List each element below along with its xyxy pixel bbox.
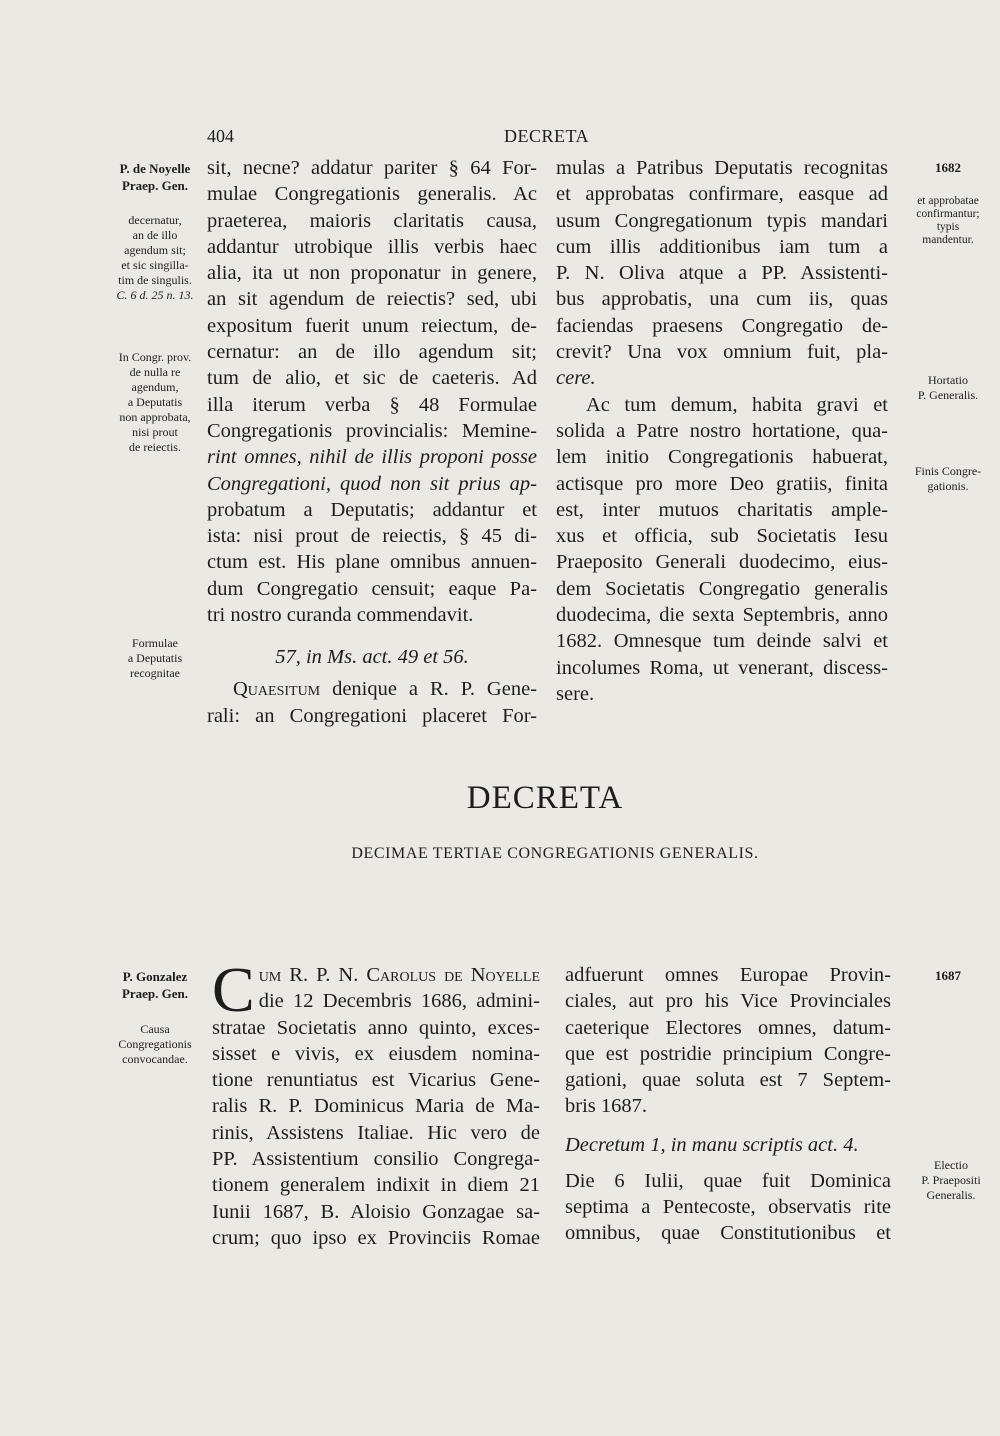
text-line [207, 676, 537, 702]
text-line: faciendas praesens Congregatio de- [556, 314, 888, 337]
margin-heading-line: P. de Noyelle [119, 161, 191, 176]
text-line: est, inter mutuos charitatis ample- [556, 498, 888, 521]
reference-note: Decretum 1, in manu scriptis act. 4. [565, 1133, 859, 1156]
margin-note-approbatae [897, 195, 999, 247]
margin-line: an de illo [132, 228, 178, 242]
margin-heading-noyelle [100, 160, 210, 194]
text-line: ciales, aut pro his Vice Provinciales [565, 990, 891, 1013]
text-line: bris 1687. [565, 1095, 647, 1118]
margin-heading-line: P. Gonzalez [122, 969, 188, 984]
page-number: 404 [207, 126, 234, 146]
margin-note-electio [903, 1158, 999, 1203]
text-line: dum Congregatio censuit; eaque Pa- [207, 577, 537, 600]
margin-note-hortatio [898, 373, 998, 403]
text-line: crum; quo ipso ex Provinciis Romae [212, 1226, 540, 1249]
text-line: Congregationi, quod non sit prius ap- [207, 472, 537, 495]
margin-line: de reiectis. [129, 440, 181, 454]
text-line: que est postridie principium Congre- [565, 1042, 891, 1065]
year-label: 1687 [935, 968, 961, 983]
text-line: P. N. Oliva atque a PP. Assistenti- [556, 262, 888, 285]
text-line: usum Congregationum typis mandari [556, 209, 888, 232]
text-line: an sit agendum de reiectis? sed, ubi [207, 288, 537, 311]
text-line: duodecima, die sexta Septembris, anno [556, 604, 888, 627]
margin-line: tim de singulis. [118, 273, 192, 287]
margin-line: P. Generalis. [917, 388, 979, 402]
text-line: septima a Pentecoste, observatis rite [565, 1196, 891, 1219]
margin-heading-gonzalez [100, 968, 210, 1002]
text-line: Iunii 1687, B. Aloisio Gonzagae sa- [212, 1200, 540, 1223]
text-line: incolumes Roma, ut venerant, discess- [556, 656, 888, 679]
text-line: cere. [556, 367, 596, 390]
text-line: tione renuntiatus est Vicarius Gene- [212, 1069, 540, 1092]
margin-line: de nulla re [129, 365, 181, 379]
margin-line: mandentur. [922, 234, 974, 246]
margin-note-decernatur [100, 213, 210, 303]
text-line: Praeposito Generali duodecimo, eius- [556, 551, 888, 574]
text-line: cum illis additionibus iam tum a [556, 235, 888, 258]
text-line: solida a Patre nostro hortatione, qua- [556, 419, 888, 442]
text-line: 1682. Omnesque tum deinde salvi et [556, 630, 888, 653]
margin-line: agendum, [131, 380, 179, 394]
text-line: lem initio Congregationis habuerat, [556, 446, 888, 469]
text-column-1 [207, 155, 537, 729]
margin-line: Formulae [132, 636, 178, 650]
margin-line: Congregationis [118, 1037, 192, 1051]
running-title: DECRETA [504, 126, 590, 146]
margin-line: C. 6 d. 25 n. 13. [116, 288, 194, 302]
text-line: et approbatas confirmare, easque ad [556, 183, 888, 206]
margin-line: agendum sit; [124, 243, 186, 257]
margin-line: decernatur, [128, 213, 182, 227]
text-fragment: denique a R. P. Gene- [320, 678, 537, 701]
margin-note-finis [898, 464, 998, 494]
section-subtitle: DECIMAE TERTIAE CONGREGATIONIS GENERALIS. [351, 845, 759, 862]
text-line: omnibus, quae Constitutionibus et [565, 1222, 891, 1245]
margin-line: gationis. [927, 479, 969, 493]
text-line: cernatur: an de illo agendum sit; [207, 341, 537, 364]
reference-note: 57, in Ms. act. 49 et 56. [275, 646, 469, 669]
text-line: rint omnes, nihil de illis proponi posse [207, 446, 537, 469]
text-line: alia, ita ut non proponatur in genere, [207, 262, 537, 285]
margin-heading-line: Praep. Gen. [121, 178, 189, 193]
text-line: illa iterum verba § 48 Formulae [207, 393, 537, 416]
text-line: mulas a Patribus Deputatis recognitas [556, 157, 888, 179]
text-line: praeterea, maioris claritatis causa, [207, 209, 537, 232]
text-line: Congregationis provincialis: Memine- [207, 419, 537, 442]
text-line: um R. P. N. Carolus de Noyelle [258, 964, 540, 986]
margin-line: Causa [140, 1022, 170, 1036]
year-label: 1682 [935, 160, 961, 175]
text-line: dem Societatis Congregatio generalis [556, 577, 888, 600]
text-line: addantur utrobique illis verbis haec [207, 235, 537, 258]
margin-line: non approbata, [119, 410, 191, 424]
margin-year-1687 [903, 968, 993, 983]
drop-cap: C [212, 954, 255, 1025]
text-column-3 [212, 954, 540, 1251]
margin-line: et approbatae [917, 195, 979, 207]
margin-note-causa [100, 1022, 210, 1067]
margin-line: P. Praepositi [921, 1173, 981, 1187]
text-line: mulae Congregationis generalis. Ac [207, 183, 537, 206]
text-line: sit, necne? addatur pariter § 64 For- [207, 157, 537, 179]
margin-line: a Deputatis [127, 395, 183, 409]
text-line: ralis R. P. Dominicus Maria de Ma- [212, 1095, 540, 1118]
text-line: sisset e vivis, ex eiusdem nomina- [212, 1042, 540, 1065]
text-line: gationi, quae soluta est 7 Septem- [565, 1069, 891, 1092]
margin-line: typis [936, 221, 960, 233]
margin-year-1682 [903, 160, 993, 175]
text-line: tionem generalem indixit in diem 21 [212, 1174, 540, 1197]
text-line: stratae Societatis anno quinto, exces- [212, 1016, 540, 1039]
small-caps-lead: Quaesitum [233, 678, 321, 701]
text-line: caeterique Electores omnes, datum- [565, 1016, 891, 1039]
margin-line: Electio [934, 1158, 968, 1172]
text-line: tri nostro curanda commendavit. [207, 604, 474, 627]
text-line: xus et officia, sub Societatis Iesu [556, 525, 888, 548]
section-title: DECRETA [466, 780, 624, 816]
margin-line: et sic singilla- [121, 258, 189, 272]
margin-note-formulae [100, 636, 210, 681]
text-line: Ac tum demum, habita gravi et [586, 393, 888, 416]
text-column-4 [565, 962, 891, 1247]
margin-line: In Congr. prov. [118, 350, 192, 364]
margin-heading-line: Praep. Gen. [121, 986, 189, 1001]
text-line: actisque pro more Deo gratiis, finita [556, 472, 888, 495]
text-line: Die 6 Iulii, quae fuit Dominica [565, 1169, 891, 1192]
text-line: die 12 Decembris 1686, admini- [258, 990, 540, 1013]
text-line: tum de alio, et sic de caeteris. Ad [207, 367, 537, 390]
margin-line: nisi prout [132, 425, 178, 439]
text-column-2 [556, 155, 888, 707]
margin-line: a Deputatis [127, 651, 183, 665]
margin-line: Generalis. [926, 1188, 976, 1202]
text-line: PP. Assistentium consilio Congrega- [212, 1148, 540, 1171]
text-line: crevit? Una vox omnium fuit, pla- [556, 341, 888, 364]
margin-note-congr-prov [96, 350, 214, 455]
text-line: rinis, Assistens Italiae. Hic vero de [212, 1121, 540, 1144]
margin-line: convocandae. [122, 1052, 188, 1066]
text-line: sere. [556, 682, 595, 705]
text-line: expositum fuerit unum reiectum, de- [207, 314, 537, 337]
text-line: ista: nisi prout de reiectis, § 45 di- [207, 525, 537, 548]
margin-line: confirmantur; [916, 208, 980, 220]
margin-line: recognitae [130, 666, 180, 680]
text-line: probatum a Deputatis; addantur et [207, 498, 537, 521]
margin-line: Finis Congre- [914, 464, 982, 478]
text-line: ctum est. His plane omnibus annuen- [207, 551, 537, 574]
text-line: bus approbatis, una cum iis, quas [556, 288, 888, 311]
text-line: adfuerunt omnes Europae Provin- [565, 964, 891, 986]
text-line: rali: an Congregationi placeret For- [207, 704, 537, 727]
margin-line: Hortatio [928, 373, 968, 387]
